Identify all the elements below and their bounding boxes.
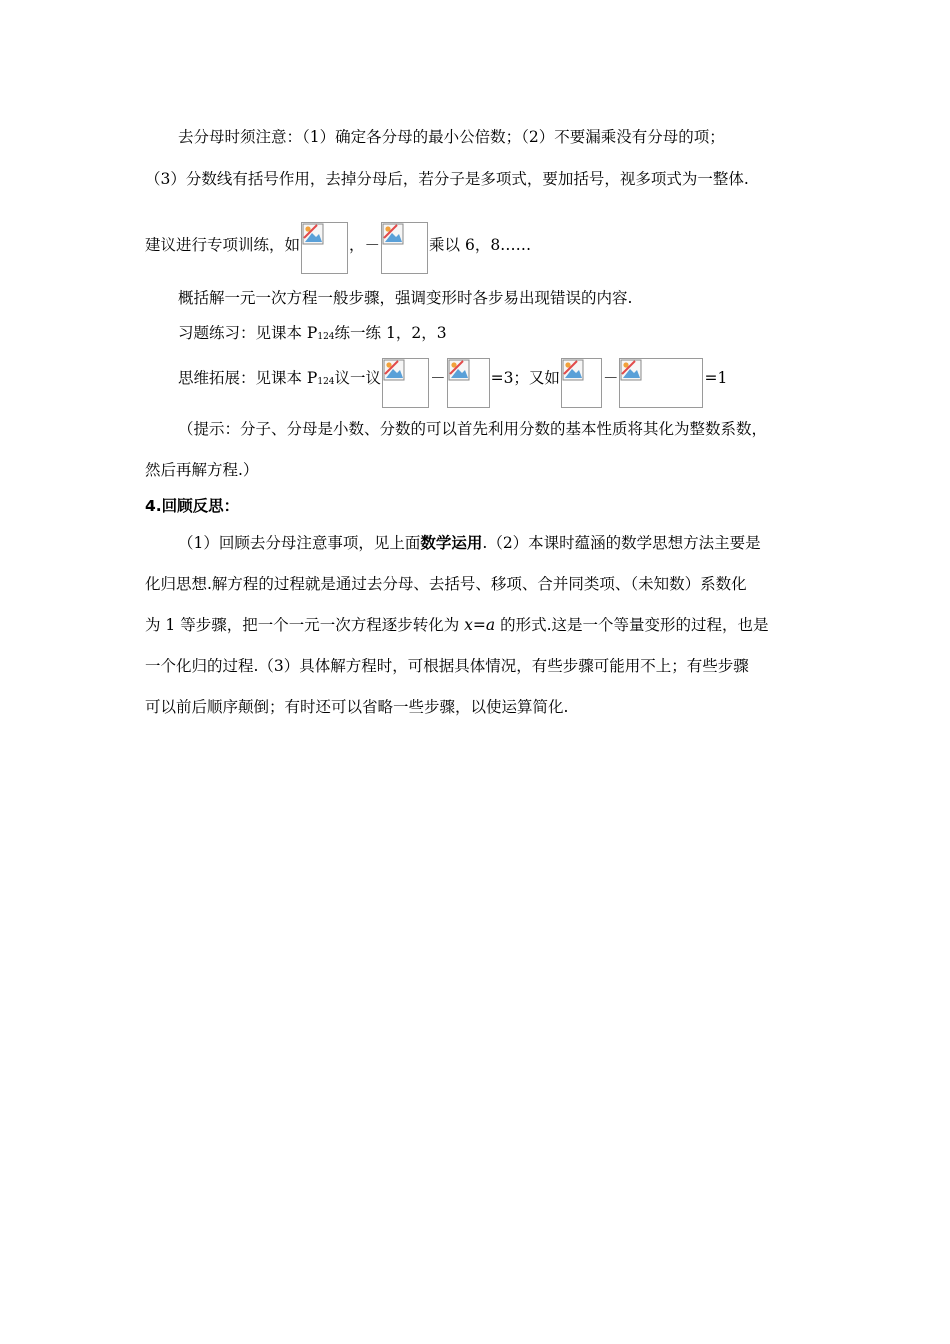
math-variable: a	[485, 616, 496, 634]
text-span: 议一议	[334, 369, 382, 387]
text-span: =1	[704, 369, 728, 387]
broken-image-icon	[381, 222, 428, 274]
broken-image-icon	[561, 358, 602, 408]
text-span: 为 1 等步骤，把一个一元一次方程逐步转化为	[145, 616, 465, 634]
text-span: 练一练 1，2，3	[334, 324, 447, 342]
text-span: =3；又如	[490, 369, 560, 387]
paragraph-hint-1: （提示：分子、分母是小数、分数的可以首先利用分数的基本性质将其化为整数系数，	[178, 420, 768, 438]
paragraph-review-3	[145, 614, 769, 636]
paragraph-training	[145, 216, 531, 274]
page-subscript: 124	[317, 377, 335, 387]
text-span: （1）回顾去分母注意事项，见上面	[178, 534, 421, 552]
section-heading: 4.回顾反思：	[145, 497, 240, 515]
math-variable: x	[464, 616, 473, 634]
paragraph-hint-2: 然后再解方程.）	[145, 461, 259, 479]
paragraph-review-1	[178, 532, 761, 554]
text-span: 的形式.这是一个等量变形的过程，也是	[495, 616, 769, 634]
text-span: －	[430, 369, 446, 387]
paragraph-review-2: 化归思想.解方程的过程就是通过去分母、去括号、移项、合并同类项、（未知数）系数化	[145, 575, 747, 593]
broken-image-icon	[447, 358, 490, 408]
broken-image-icon	[619, 358, 703, 408]
text-span: 思维拓展：见课本 P	[178, 369, 318, 387]
paragraph-note-2: （3）分数线有括号作用，去掉分母后，若分子是多项式，要加括号，视多项式为一整体.	[145, 170, 749, 188]
paragraph-exercise	[178, 322, 447, 348]
paragraph-review-5: 可以前后顺序颠倒；有时还可以省略一些步骤，以使运算简化.	[145, 698, 569, 716]
text-span: －	[602, 369, 619, 387]
text-span: 习题练习：见课本 P	[178, 324, 318, 342]
paragraph-extension	[178, 352, 727, 404]
text-span: ，－	[349, 236, 381, 254]
text-span: =	[472, 616, 486, 634]
text-span: 建议进行专项训练，如	[145, 236, 301, 254]
text-span: .（2）本课时蕴涵的数学思想方法主要是	[482, 534, 761, 552]
text-span: 乘以 6，8……	[429, 236, 532, 254]
broken-image-icon	[382, 358, 429, 408]
broken-image-icon	[301, 222, 348, 274]
paragraph-note-1: 去分母时须注意：（1）确定各分母的最小公倍数；（2）不要漏乘没有分母的项；	[178, 128, 725, 146]
page-subscript: 124	[317, 332, 335, 342]
paragraph-review-4: 一个化归的过程.（3）具体解方程时，可根据具体情况，有些步骤可能用不上；有些步骤	[145, 657, 749, 675]
paragraph-summary: 概括解一元一次方程一般步骤，强调变形时各步易出现错误的内容.	[178, 289, 633, 307]
bold-term: 数学运用	[420, 534, 483, 552]
